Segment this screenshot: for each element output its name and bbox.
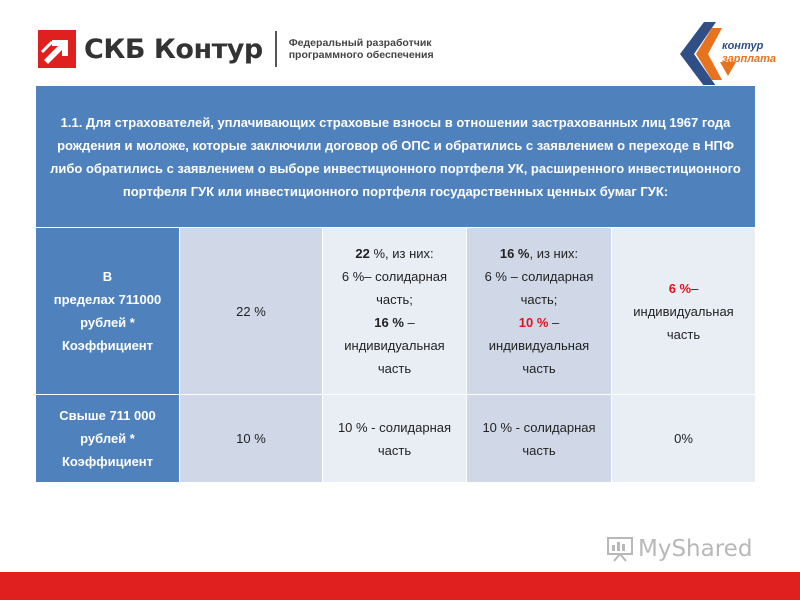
rate-text: индивидуальная [344, 338, 445, 353]
row-label-line: рублей * [80, 431, 135, 446]
row-label-line: пределах 711000 [53, 292, 162, 307]
rate-text: – [548, 315, 560, 330]
row-label-line: рублей * [80, 315, 135, 330]
row-label-line: В [102, 269, 113, 284]
rate-breakdown-cell [323, 228, 467, 395]
tagline-line-2: программного обеспечения [288, 49, 434, 61]
rate-text: 6 % – солидарная [484, 269, 594, 284]
rate-text: , из них: [529, 246, 579, 261]
rate-breakdown-cell: 0% [612, 395, 756, 483]
rate-text: %, из них: [369, 246, 434, 261]
rate-value: 16 % [374, 315, 404, 330]
myshared-watermark [606, 536, 752, 562]
table-row [36, 395, 756, 483]
rate-breakdown-cell [467, 228, 612, 395]
rate-text: часть [377, 361, 412, 376]
footer-band [0, 572, 800, 600]
table-heading-row [36, 86, 756, 228]
rate-text: часть; [376, 292, 413, 307]
rate-breakdown-cell [467, 395, 612, 483]
row-label-line: Свыше 711 000 [59, 408, 156, 423]
rate-text: часть [522, 361, 556, 376]
skb-kontur-logo [38, 30, 434, 68]
rate-breakdown-cell [323, 395, 467, 483]
rate-text: 6 %– солидарная [341, 269, 448, 284]
right-logo-line-2: зарплата [722, 53, 777, 65]
tagline-line-1: Федеральный разработчик [288, 37, 432, 49]
skb-arrow-logo-icon [38, 30, 76, 68]
row-label-line: Коэффициент [61, 454, 154, 469]
table-row [36, 228, 756, 395]
rate-text: часть [522, 442, 556, 458]
rate-value-highlight: 6 % [668, 280, 692, 296]
rate-text: 10 % - солидарная [337, 419, 452, 435]
total-rate-cell: 22 % [180, 228, 323, 395]
rate-value-highlight: 10 % [518, 315, 549, 330]
rate-text: – [691, 280, 699, 296]
row-label [36, 395, 180, 483]
rate-text: 10 % - солидарная [482, 419, 596, 435]
rate-value: 22 [355, 246, 370, 261]
rate-text: индивидуальная [633, 303, 734, 319]
watermark-text: MyShared [638, 536, 753, 562]
rate-value: 16 % [499, 246, 530, 261]
brand-name: СКБ Контур [84, 33, 263, 65]
logo-divider [275, 31, 277, 67]
row-label [36, 228, 180, 395]
rate-breakdown-cell [612, 228, 756, 395]
table-heading: 1.1. Для страхователей, уплачивающих страховые взносы в отношении застрахованных лиц 1967 года рождения и моложе, которые заключили договор об ОПС и обратились с заявлением о переходе в НПФ либо обратились с заявлением о выборе инвестиционного портфеля УК, расширенного инвестиционного портфеля ГУК или инвестиционного портфеля государственных ценных бумаг ГУК: [36, 86, 756, 228]
brand-tagline [289, 37, 434, 61]
contribution-rates-table [35, 85, 756, 483]
rate-text: – [403, 315, 415, 330]
right-logo-line-1: контур [722, 40, 764, 52]
presentation-board-icon [606, 536, 634, 562]
total-rate-cell: 10 % [180, 395, 323, 483]
row-label-line: Коэффициент [61, 338, 154, 353]
rate-text: часть [666, 326, 701, 342]
rate-text: часть [377, 442, 412, 458]
rate-text: часть; [520, 292, 558, 307]
rate-text: индивидуальная [488, 338, 590, 353]
